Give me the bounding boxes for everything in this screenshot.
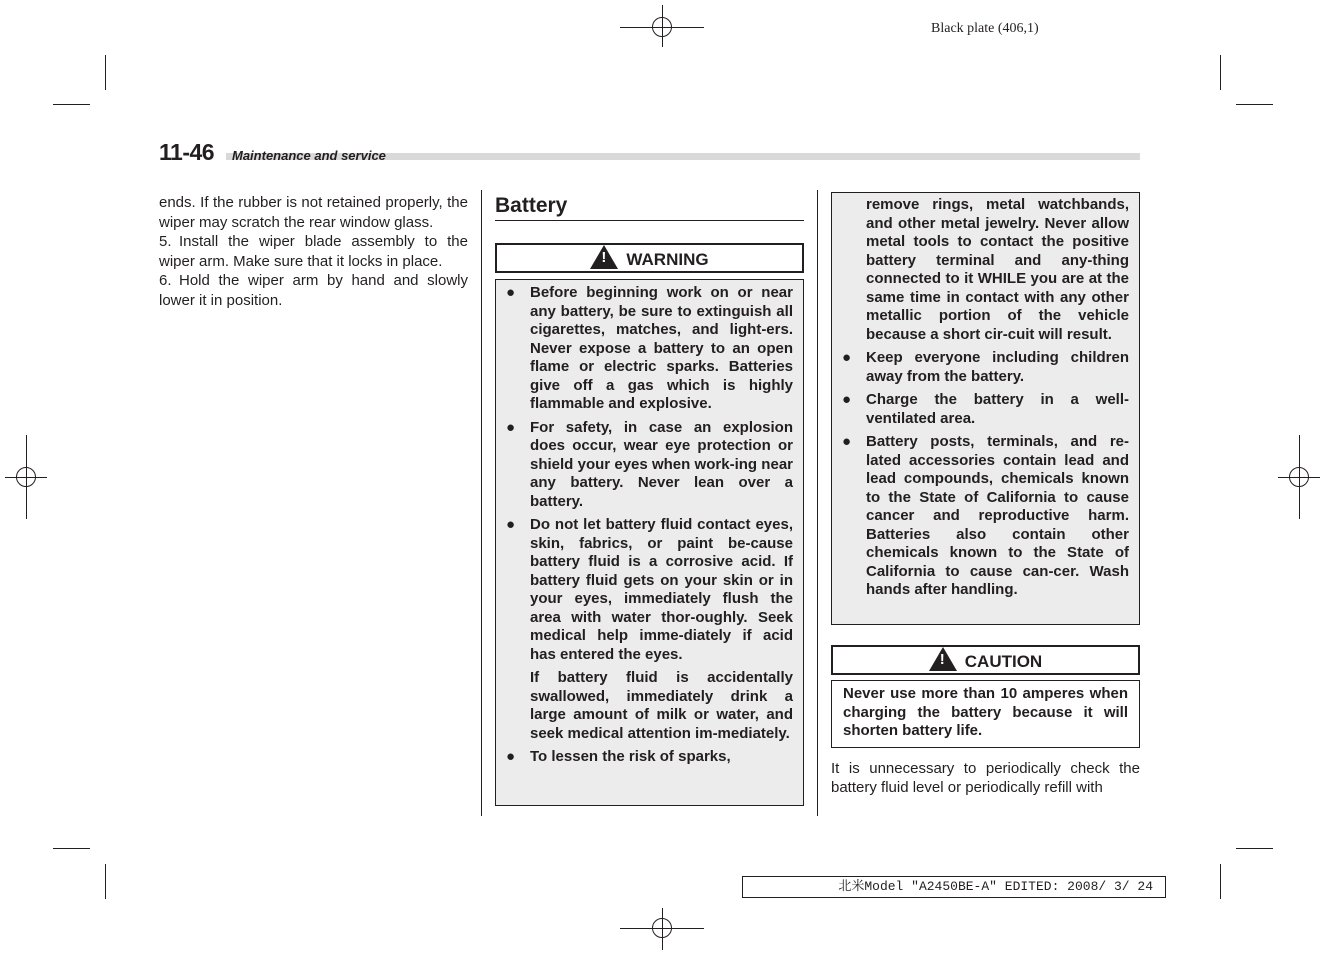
list-item: ● Do not let battery fluid contact eyes, skin, fabrics, or paint be-cause battery fluid is a corrosive acid. If battery fluid gets on your skin or in your eyes, immediately flush the area with water thor-oughly. Seek medical help imme-diately if acid has entered the eyes. <box>506 516 793 663</box>
page-number: 11-46 <box>159 139 215 165</box>
warning-triangle-icon <box>929 647 957 671</box>
list-item-continuation: If battery fluid is accidentally swallowed, immediately drink a large amount of milk or water, and seek medical attention im-mediately. <box>530 669 793 742</box>
exclamation-icon: ! <box>601 249 607 266</box>
bullet-icon: ● <box>506 748 516 765</box>
bullet-icon: ● <box>506 284 516 301</box>
crop-mark <box>1220 864 1221 899</box>
paragraph: ends. If the rubber is not retained properly, the wiper may scratch the rear window glass. <box>159 194 468 231</box>
battery-body-text: It is unnecessary to periodically check the battery fluid level or periodically refill with <box>831 760 1140 796</box>
bullet-icon: ● <box>842 349 852 366</box>
bullet-icon: ● <box>842 391 852 408</box>
crop-mark <box>53 104 90 105</box>
plate-label: Black plate (406,1) <box>931 21 1039 36</box>
warning-triangle-icon <box>590 245 618 269</box>
registration-circle <box>652 17 672 37</box>
left-column <box>159 193 468 310</box>
bullet-icon: ● <box>842 433 852 450</box>
bullet-icon: ● <box>506 516 516 533</box>
warning-list <box>496 284 803 767</box>
caution-label: CAUTION <box>964 652 1043 671</box>
battery-heading: Battery <box>495 194 804 221</box>
caution-text: Never use more than 10 amperes when charging the battery because it will shorten battery life. <box>843 685 1128 739</box>
registration-circle <box>16 467 36 487</box>
warning-box <box>495 279 804 806</box>
warning-label-box <box>495 243 804 273</box>
crop-mark <box>1236 104 1273 105</box>
list-item: ● Keep everyone including children away from the battery. <box>842 349 1129 385</box>
section-title: Maintenance and service <box>232 148 386 163</box>
footer-edit-info: 北米Model "A2450BE-A" EDITED: 2008/ 3/ 24 <box>742 876 1166 898</box>
bullet-icon: ● <box>506 418 516 436</box>
warning-box-continued <box>831 192 1140 625</box>
warning-continued-text: remove rings, metal watchbands, and other metal jewelry. Never allow metal tools to contact the positive battery terminal and any-thing connected to it WHILE you are at the same time in contact with any other metallic portion of the vehicle because a short cir-cuit will result. <box>866 196 1129 343</box>
registration-circle <box>652 918 672 938</box>
step-6: 6. Hold the wiper arm by hand and slowly lower it in position. <box>159 272 468 309</box>
crop-mark <box>105 55 106 90</box>
list-item: ● For safety, in case an explosion does occur, wear eye protection or shield your eyes when work-ing near any battery. Never lean over a battery. <box>506 418 793 510</box>
crop-mark <box>53 848 90 849</box>
exclamation-icon: ! <box>939 651 945 668</box>
step-5: 5. Install the wiper blade assembly to the wiper arm. Make sure that it locks in place. <box>159 233 468 270</box>
list-item: ● Before beginning work on or near any battery, be sure to extinguish all cigarettes, matches, and light-ers. Never expose a battery to an open flame or electric sparks. Batteries give off a gas which is highly flammable and explosive. <box>506 284 793 412</box>
crop-mark <box>1220 55 1221 90</box>
warning-label: WARNING <box>626 250 709 269</box>
caution-box <box>831 680 1140 748</box>
list-item: ● Charge the battery in a well-ventilated area. <box>842 391 1129 427</box>
crop-mark <box>1236 848 1273 849</box>
warning-list-2 <box>832 349 1139 600</box>
caution-label-box <box>831 645 1140 675</box>
crop-mark <box>105 864 106 899</box>
registration-circle <box>1289 467 1309 487</box>
column-divider <box>817 190 818 816</box>
list-item: ● To lessen the risk of sparks, <box>506 748 731 765</box>
column-divider <box>481 190 482 816</box>
list-item: ● Battery posts, terminals, and re-lated accessories contain lead and lead compounds, chemicals known to the State of California to cause cancer and reproductive harm. Batteries also contain other chemicals known to the State of California to cause can-cer. Wash hands after handling. <box>842 433 1129 598</box>
